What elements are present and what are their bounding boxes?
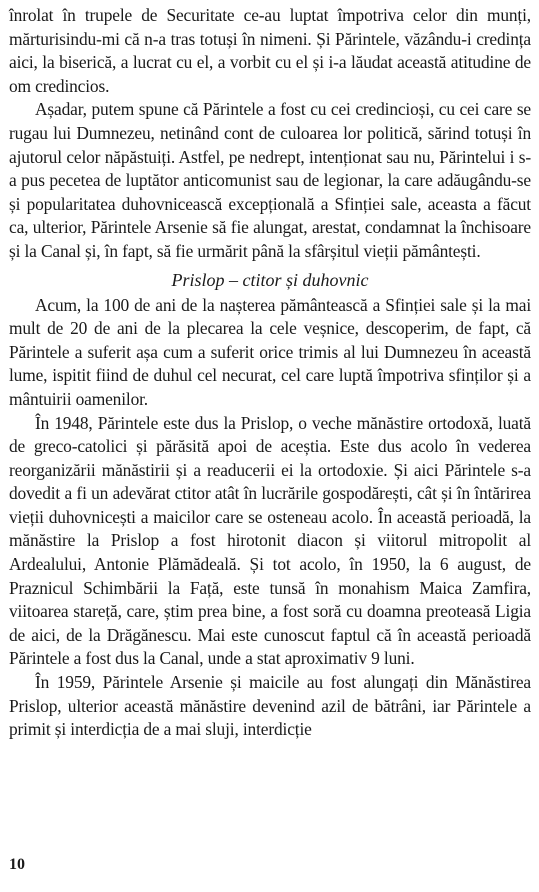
- section-heading: Prislop – ctitor și duhovnic: [171, 269, 369, 290]
- paragraph: Așadar, putem spune că Părintele a fost cu cei credincioși, cu cei care se rugau lui Dumnezeu, netinând cont de culoarea lor politică, sărind totuși în ajutorul celor năpăstuiți. Astfel, pe nedrept, intenționat sau nu, Părintelui i s-a pus pecetea de luptător anticomunist sau de legionar, la care adăugându-se și popularitatea duhovnicească excepțională a Sfinției sale, aceasta a făcut ca, ulterior, Părintele Arsenie să fie alungat, arestat, condamnat la închisoare și la Canal și, în fapt, să fie urmărit până la sfârșitul vieții pământești.: [9, 99, 531, 261]
- paragraph: În 1959, Părintele Arsenie și maicile au fost alungați din Mănăstirea Prislop, ulterior această mănăstire devenind azil de bătrâni, iar Părintele a primit și interdicția de a mai sluji, interdicție: [9, 672, 531, 740]
- page-number: 10: [9, 856, 25, 873]
- paragraph: Acum, la 100 de ani de la nașterea pământească a Sfinției sale și la mai mult de 20 de ani de la plecarea la cele veșnice, descoperim, de fapt, că Părintele a suferit așa cum a suferit orice trimis al lui Dumnezeu în această lume, ispitit fiind de duhul cel necurat, cel care luptă împotriva sfinților și a mântuirii oamenilor.: [9, 294, 531, 409]
- paragraph: În 1948, Părintele este dus la Prislop, o veche mănăstire ortodoxă, luată de greco-catolici și părăsită apoi de aceștia. Este dus acolo în vederea reorganizării mănăstirii și a readucerii ei la ortodoxie. Și aici Părintele s-a dovedit a fi un adevărat ctitor atât în lucrările gospodărești, cât și în întărirea vieții duhovnicești a maicilor care se osteneau acolo. În această perioadă, la mănăstire la Prislop a fost hirotonit diacon și viitorul mitropolit al Ardealului, Antonie Plămădeală. Și tot acolo, în 1950, la 6 august, de Praznicul Schimbării la Față, este tunsă în monahism Maica Zamfira, viitoarea stareță, care, știm prea bine, a fost soră cu doamna preoteasă Ligia de aici, de la Drăgănescu. Mai este cunoscut faptul că în această perioadă Părintele a fost dus la Canal, unde a stat aproximativ 9 luni.: [9, 412, 531, 669]
- paragraph-continuation: înrolat în trupele de Securitate ce-au luptat împotriva celor din munți, mărturisindu-mi că n-a tras totuși în nimeni. Și Părintele, văzându-i credința aici, la biserică, a lucrat cu el, a vorbit cu el și i-a lăudat această atitudine de om credincios.: [9, 5, 531, 96]
- book-page: [9, 4, 531, 742]
